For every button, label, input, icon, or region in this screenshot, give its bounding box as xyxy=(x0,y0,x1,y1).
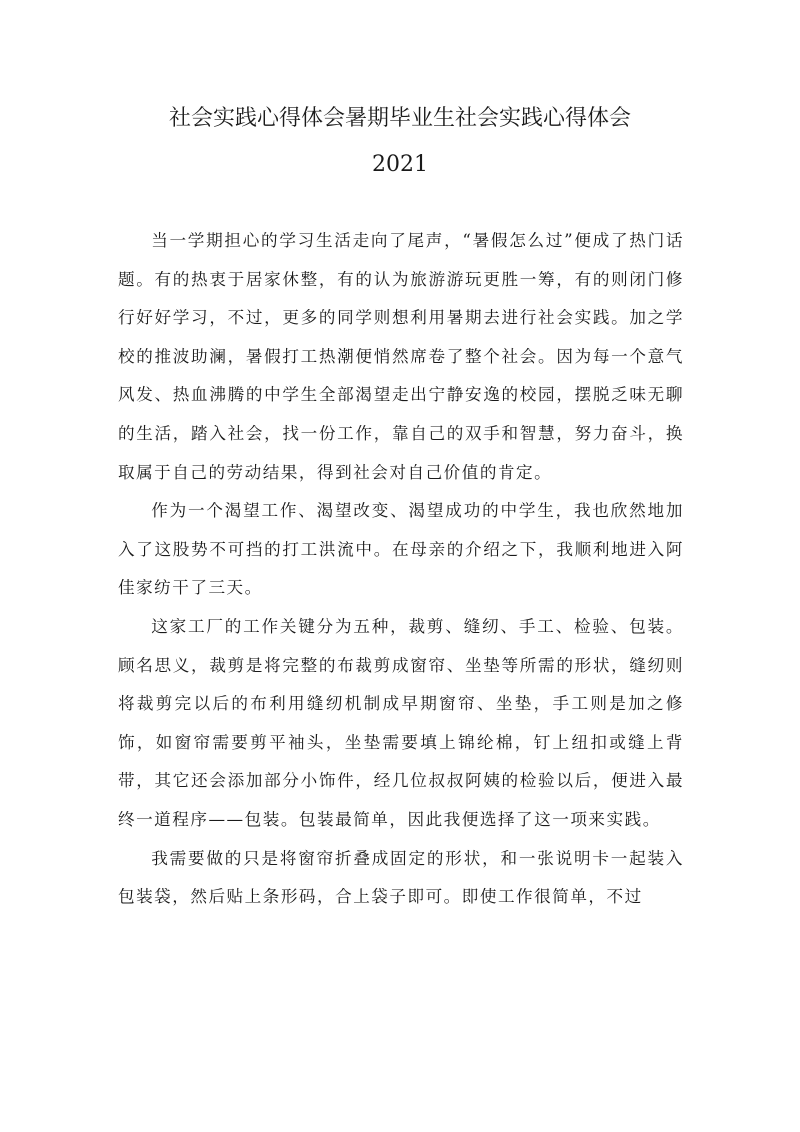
document-body xyxy=(118,222,684,917)
paragraph-4: 我需要做的只是将窗帘折叠成固定的形状，和一张说明卡一起装入包装袋，然后贴上条形码，合上袋子即可。即使工作很简单，不过 xyxy=(118,848,684,907)
paragraph-2: 作为一个渴望工作、渴望改变、渴望成功的中学生，我也欣然地加入了这股势不可挡的打工洪流中。在母亲的介绍之下，我顺利地进入阿佳家纺干了三天。 xyxy=(118,501,684,598)
title-line-2: 2021 xyxy=(372,152,428,177)
title-line-1: 社会实践心得体会暑期毕业生社会实践心得体会 xyxy=(168,106,631,131)
paragraph-3: 这家工厂的工作关键分为五种，裁剪、缝纫、手工、检验、包装。顾名思义，裁剪是将完整的布裁剪成窗帘、坐垫等所需的形状，缝纫则将裁剪完以后的布利用缝纫机制成早期窗帘、坐垫，手工则是加之修饰，如窗帘需要剪平袖头，坐垫需要填上锦纶棉，钉上纽扣或缝上背带，其它还会添加部分小饰件，经几位叔叔阿姨的检验以后，便进入最终一道程序——包装。包装最简单，因此我便选择了这一项来实践。 xyxy=(118,616,684,829)
paragraph-1: 当一学期担心的学习生活走向了尾声，“暑假怎么过”便成了热门话题。有的热衷于居家休整，有的认为旅游游玩更胜一筹，有的则闭门修行好好学习，不过，更多的同学则想利用暑期去进行社会实践。加之学校的推波助澜，暑假打工热潮便悄然席卷了整个社会。因为每一个意气风发、热血沸腾的中学生全部渴望走出宁静安逸的校园，摆脱乏味无聊的生活，踏入社会，找一份工作，靠自己的双手和智慧，努力奋斗，换取属于自己的劳动结果，得到社会对自己价值的肯定。 xyxy=(118,231,684,482)
document-title xyxy=(118,96,682,188)
